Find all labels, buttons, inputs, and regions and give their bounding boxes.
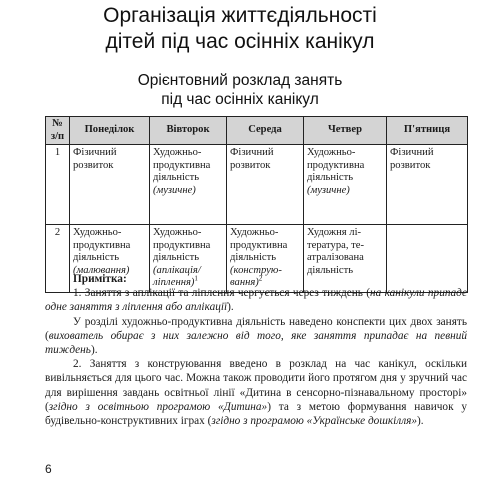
notes-heading: Примітка: xyxy=(73,273,127,285)
table-row xyxy=(46,145,468,225)
note-paragraph: 1. Заняття з аплікації та ліплення чергується через тиждень (на канікули припаде одне заняття з ліплення або аплікації). xyxy=(45,287,468,314)
note-paragraph: 2. Заняття з конструювання введено в розклад на час канікул, оскільки вивільняється для цього час. Можна також проводити його протягом дня у зручний час для вирішення завдань освітньої лінії «Дитина в сенсорно-пізнавальному просторі» (згідно з освітньою програмою «Дитина») та з метою формування навичок у будівельно-конструктивних іграх (згідно з програмою «Українське дошкілля»). xyxy=(45,358,468,428)
row-number: 2 xyxy=(46,225,70,293)
cell-friday: Фізичний розвиток xyxy=(387,145,468,225)
footnote-mark: 2 xyxy=(258,274,263,283)
cell-tuesday: Художньо- продуктивна діяльність (музичне) xyxy=(150,145,227,225)
header-tuesday: Вівторок xyxy=(150,117,227,145)
page-number: 6 xyxy=(45,462,52,476)
cell-wednesday: Художньо- продуктивна діяльність (конструю- вання)$^2$ xyxy=(227,225,304,293)
table-header-row xyxy=(46,117,468,145)
page-title-line-1: Організація життєдіяльності xyxy=(103,4,377,27)
note-paragraph: У розділі художньо-продуктивна діяльність наведено конспекти цих двох занять (вихователь обирає з них залежно від того, яке заняття припадає на певний тиждень). xyxy=(45,315,467,357)
schedule-title-line-2: під час осінніх канікул xyxy=(161,91,319,108)
cell-thursday: Художня лі- тература, те- атралізована діяльність xyxy=(304,225,387,293)
page-title xyxy=(0,3,480,55)
notes-section xyxy=(45,272,467,428)
header-monday: Понеділок xyxy=(70,117,150,145)
page-title-line-2: дітей під час осінніх канікул xyxy=(105,30,375,53)
cell-monday: Художньо- продуктивна діяльність (малювання) xyxy=(70,225,150,293)
header-friday: П'ятниця xyxy=(387,117,468,145)
header-thursday: Четвер xyxy=(304,117,387,145)
schedule-table xyxy=(45,116,468,293)
cell-thursday: Художньо- продуктивна діяльність (музичне) xyxy=(304,145,387,225)
schedule-title-line-1: Орієнтовний розклад занять xyxy=(137,72,343,89)
cell-tuesday: Художньо- продуктивна діяльність (аплікація/ ліплення)$^1$ xyxy=(150,225,227,293)
header-wednesday: Середа xyxy=(227,117,304,145)
schedule-title xyxy=(0,71,480,109)
row-number: 1 xyxy=(46,145,70,225)
header-number: № з/п xyxy=(46,117,70,145)
cell-monday: Фізичний розвиток xyxy=(70,145,150,225)
footnote-mark: 1 xyxy=(194,274,198,283)
cell-wednesday: Фізичний розвиток xyxy=(227,145,304,225)
